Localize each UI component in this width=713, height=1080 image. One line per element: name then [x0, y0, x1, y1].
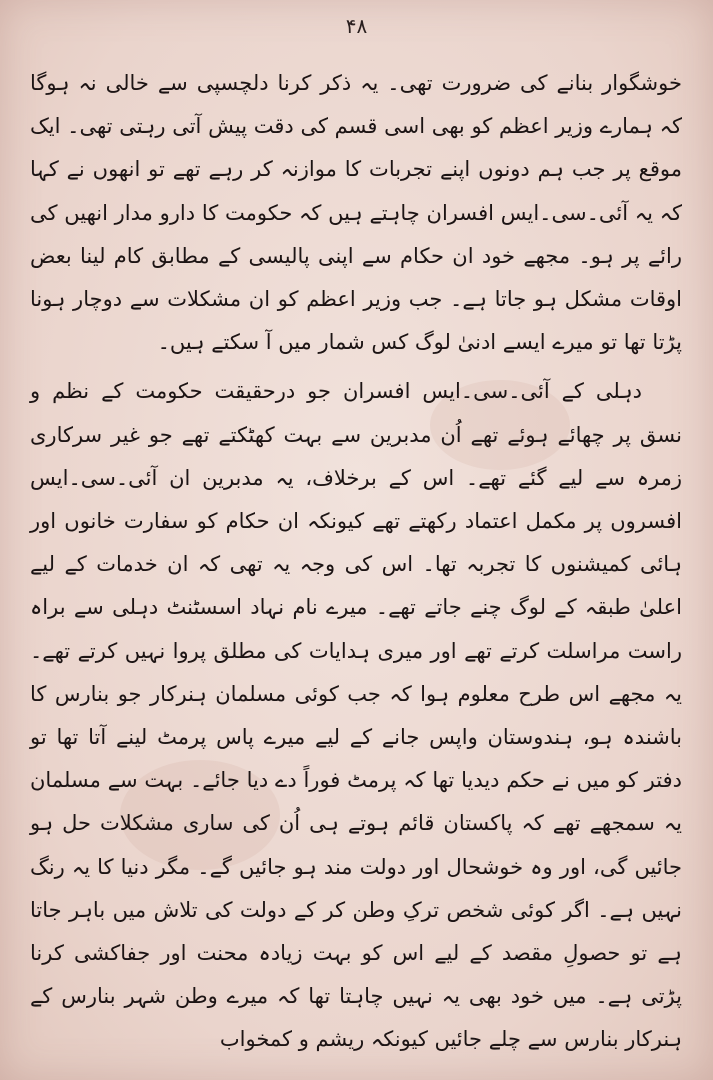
- body-text: [30, 62, 682, 1062]
- page-number: ۴۸: [345, 14, 368, 38]
- paragraph: خوشگوار بنانے کی ضرورت تھی۔ یہ ذکر کرنا دلچسپی سے خالی نہ ہوگا کہ ہمارے وزیر اعظم کو بھی اسی قسم کی دقت پیش آتی رہتی تھی۔ ایک موقع پر جب ہم دونوں اپنے تجربات کا موازنہ کر رہے تھے تو انھوں نے کہا کہ یہ آئی۔سی۔ایس افسران چاہتے ہیں کہ حکومت کا دارو مدار انھیں کی رائے پر ہو۔ مجھے خود ان حکام سے اپنی پالیسی کے مطابق کام لینا بعض اوقات مشکل ہو جاتا ہے۔ جب وزیر اعظم کو ان مشکلات سے دوچار ہونا پڑتا تھا تو میرے ایسے ادنیٰ لوگ کس شمار میں آ سکتے ہیں۔: [30, 71, 682, 355]
- paragraph: دہلی کے آئی۔سی۔ایس افسران جو درحقیقت حکومت کے نظم و نسق پر چھائے ہوئے تھے اُن مدبرین سے بہت کھٹکتے تھے جو غیر سرکاری زمرہ سے لیے گئے تھے۔ اس کے برخلاف، یہ مدبرین ان آئی۔سی۔ایس افسروں پر مکمل اعتماد رکھتے تھے کیونکہ ان حکام کو سفارت خانوں اور ہائی کمیشنوں کا تجربہ تھا۔ اس کی وجہ یہ تھی کہ ان خدمات کے لیے اعلیٰ طبقہ کے لوگ چنے جاتے تھے۔ میرے نام نہاد اسسٹنٹ دہلی سے براہ راست مراسلت کرتے تھے اور میری ہدایات کی مطلق پروا نہیں کرتے تھے۔ یہ مجھے اس طرح معلوم ہوا کہ جب کوئی مسلمان ہنرکار جو بنارس کا باشندہ ہو، ہندوستان واپس جانے کے لیے میرے پاس پرمٹ لینے آتا تھا تو دفتر کو میں نے حکم دیدیا تھا کہ پرمٹ فوراً دے دیا جائے۔ بہت سے مسلمان یہ سمجھے تھے کہ پاکستان قائم ہوتے ہی اُن کی ساری مشکلات حل ہو جائیں گی، اور وہ خوشحال اور دولت مند ہو جائیں گے۔ مگر دنیا کا یہ رنگ نہیں ہے۔ اگر کوئی شخص ترکِ وطن کر کے دولت کی تلاش میں باہر جاتا ہے تو حصولِ مقصد کے لیے اس کو بہت زیادہ محنت اور جفاکشی کرنا پڑتی ہے۔ میں خود بھی یہ نہیں چاہتا تھا کہ میرے وطن شہر بنارس کے ہنرکار بنارس سے چلے جائیں کیونکہ ریشم و کمخواب: [30, 379, 682, 1052]
